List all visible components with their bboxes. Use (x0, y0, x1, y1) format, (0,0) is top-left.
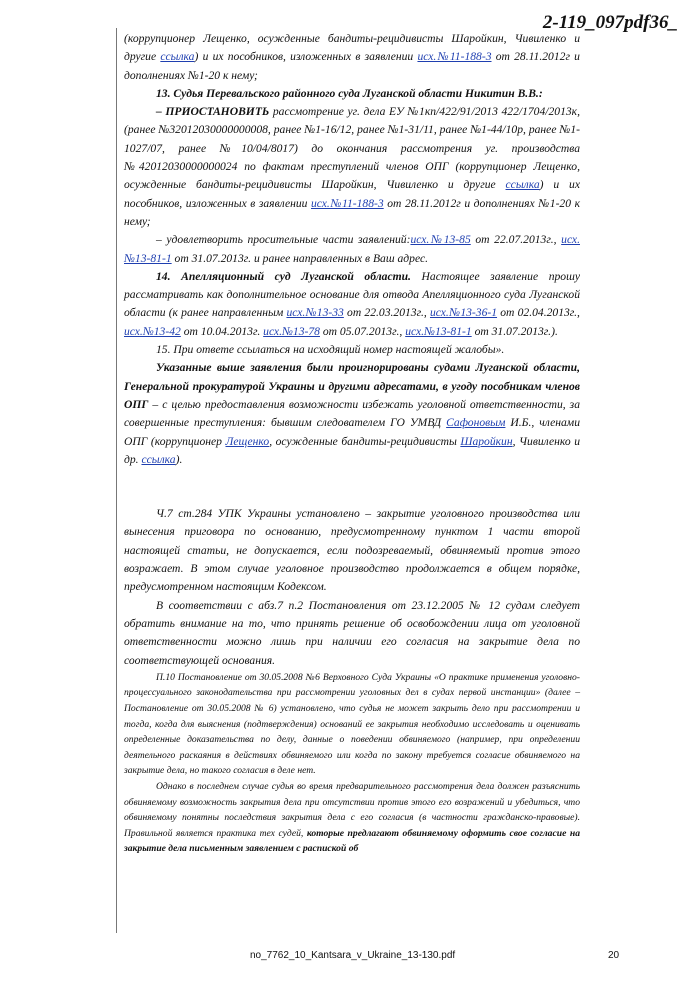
link-ssylka[interactable]: ссылка (160, 50, 195, 64)
paragraph-15: 15. При ответе ссылаться на исходящий номер настоящей жалобы». (156, 343, 505, 357)
link-ref[interactable]: исх.№13-78 (263, 324, 320, 338)
document-id-header: 2-119_097pdf36_ (542, 12, 678, 33)
link-ref[interactable]: исх.№11-188-3 (310, 196, 384, 210)
paragraph-satisfy: – удовлетворить просительные части заявлений:исх.№13-85 от 22.07.2013г., исх.№13-81-1 от 31.07.2013г. и ранее направленных в Ваш адрес. (124, 233, 580, 265)
link-ref[interactable]: исх.№11-188-3 (417, 50, 492, 64)
link-ref[interactable]: исх.№13-81-1 (124, 233, 580, 265)
link-ref[interactable]: исх.№13-33 (286, 306, 344, 320)
paragraph-13-heading: 13. Судья Перевальского районного суда Луганской области Никитин В.В.: (156, 86, 543, 100)
link-ssylka[interactable]: ссылка (505, 178, 540, 192)
link-ref[interactable]: исх.№13-42 (124, 324, 181, 338)
paragraph-resolution-6: П.10 Постановление от 30.05.2008 №6 Верховного Суда Украины «О практике применения уголовно-процессуального законодательства при рассмотрении уголовных дел в судах первой инстанции» (далее – Постановление от 30.05.2008 № 6) установлено, что судья не может закрыть дело при рассмотрении и тогда, когда для выяснения (подтверждения) оснований ее закрытия необходимо исследовать и оценивать определенные доказательства по делу, данные о поведении обвиняемого (например, при определении деятельного раскаяния в действиях обвиняемого или когда по закону требуется согласие обвиняемого на закрытие дела, но такого согласия в деле нет. (124, 671, 580, 777)
link-ref[interactable]: исх.№13-36-1 (429, 306, 498, 320)
page-footer (0, 946, 700, 966)
link-person[interactable]: Шаройкин (460, 434, 513, 448)
paragraph-suspend: – ПРИОСТАНОВИТЬ рассмотрение уг. дела ЕУ №1кп/422/91/2013 422/1704/2013к, (ранее №32012030000000008, ранее №1-16/12, ранее №1-31/11, ранее №1-44/10р, ранее №1-1027/07, ранее №10/04/8017) до окончания рассмотрения уг. производства №42012030000000024 по фактам преступлений членов ОПГ (коррупционер Лещенко, осужденные бандиты-рецидивисты Шаройкин, Чивиленко и другие ссылка) и их пособников, изложенных в заявлении исх.№11-188-3 от 28.11.2012г и дополнениях №1-20 к нему; (124, 105, 581, 228)
page-number: 20 (608, 950, 620, 961)
link-ref[interactable]: исх.№13-85 (410, 233, 471, 247)
link-ssylka[interactable]: ссылка (141, 452, 176, 466)
paragraph-however: Однако в последнем случае судья во время предварительного рассмотрения дела должен разъяснить обвиняемому возможность закрытия дела при отсутствии против этого его возражений и убедиться, что обвиняемому понятны последствия закрытия дела с его согласия (в частности гражданско-правовые). Правильной является практика тех судей, которые предлагают обвиняемому оформить свое согласие на закрытие дела письменным заявлением с распиской об (124, 780, 581, 855)
section-gap (124, 469, 580, 505)
paragraph-article-284: Ч.7 ст.284 УПК Украины установлено – закрытие уголовного производства или вынесения приговора по основанию, предусмотренному пунктом 1 части второй настоящей статьи, не допускается, если подозреваемый, обвиняемый против этого возражает. В этом случае уголовное производство продолжается в общем порядке, предусмотренном настоящим Кодексом. (124, 507, 580, 594)
link-person[interactable]: Лещенко (225, 434, 270, 448)
footer-filename: no_7762_10_Kantsara_v_Ukraine_13-130.pdf (250, 950, 456, 961)
link-ref[interactable]: исх.№13-81-1 (405, 324, 472, 338)
paragraph-14: 14. Апелляционный суд Луганской области. Настоящее заявление прошу рассматривать как дополнительное основание для отвода Апелляционного суда Луганской области (к ранее направленным исх.№13-33 от 22.03.2013г., исх.№13-36-1 от 02.04.2013г., исх.№13-42 от 10.04.2013г. исх.№13-78 от 05.07.2013г., исх.№13-81-1 от 31.07.2013г.). (124, 269, 580, 338)
link-person[interactable]: Сафоновым (446, 416, 506, 430)
document-body (124, 30, 580, 857)
paragraph-continuation: (коррупционер Лещенко, осужденные бандиты-рецидивисты Шаройкин, Чивиленко и другие ссылка) и их пособников, изложенных в заявлении исх.№11-188-3 от 28.11.2012г и дополнениях №1-20 к нему; (124, 32, 580, 82)
paragraph-ignored: Указанные выше заявления были проигнорированы судами Луганской области, Генеральной прокуратурой Украины и другими адресатами, в угоду пособникам членов ОПГ – с целью предоставления возможности избежать уголовной ответственности, за совершенные преступления: бывшим следователем ГО УМВД Сафоновым И.Б., членами ОПГ (коррупционер Лещенко, осужденные бандиты-рецидивисты Шаройкин, Чивиленко и др. ссылка). (124, 361, 580, 466)
paragraph-resolution-12: В соответствии с абз.7 п.2 Постановления от 23.12.2005 № 12 судам следует обратить внимание на то, что принять решение об освобождении лица от уголовной ответственности можно лишь при наличии его согласия на закрытие дела по соответствующей основания. (124, 598, 580, 667)
left-margin-rule (116, 28, 117, 933)
